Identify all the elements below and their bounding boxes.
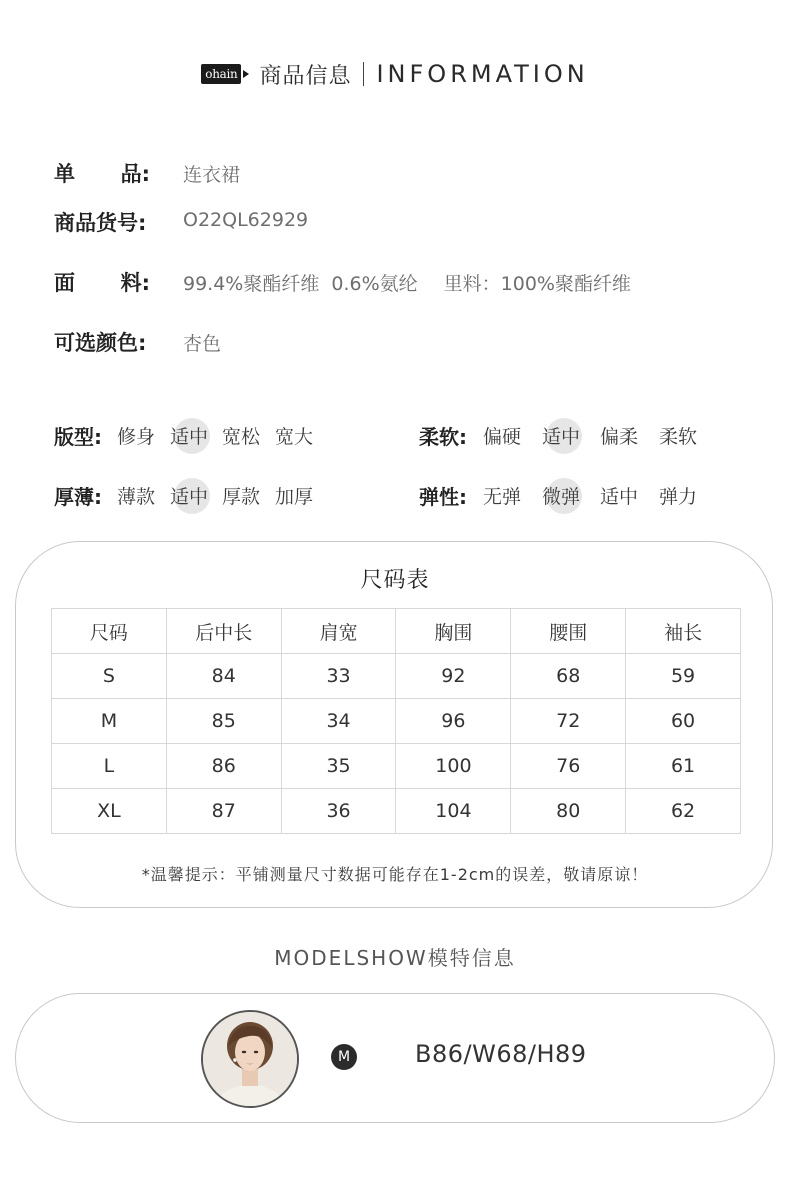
header-title-en: INFORMATION	[376, 60, 589, 88]
table-cell: 86	[166, 744, 281, 789]
fit-option-2: 适中	[170, 426, 209, 448]
size-table	[51, 608, 741, 834]
table-cell: 59	[626, 654, 741, 699]
thickness-option-2: 适中	[170, 486, 209, 508]
softness-label: 柔软:	[419, 425, 467, 449]
table-cell: L	[52, 744, 167, 789]
code-value: O22QL62929	[183, 209, 309, 231]
table-cell: 62	[626, 789, 741, 834]
thickness-label: 厚薄:	[54, 485, 102, 509]
elasticity-option-1: 无弹	[483, 486, 522, 508]
table-cell: S	[52, 654, 167, 699]
modelshow-title: MODELSHOW模特信息	[274, 946, 516, 970]
item-label-char-2: 品:	[120, 162, 150, 186]
table-cell: 92	[396, 654, 511, 699]
table-cell: 104	[396, 789, 511, 834]
thickness-option-1: 薄款	[117, 486, 156, 508]
fabric-main-2: 0.6%氨纶	[331, 273, 418, 295]
size-chart-title: 尺码表	[360, 568, 430, 593]
header-divider	[363, 62, 364, 86]
play-triangle-icon	[243, 70, 249, 78]
size-table-header: 袖长	[626, 609, 741, 654]
table-cell: XL	[52, 789, 167, 834]
table-row	[52, 699, 741, 744]
fabric-label	[54, 267, 164, 297]
measurement-tip: *温馨提示：平铺测量尺寸数据可能存在1-2cm的误差，敬请原谅！	[141, 865, 649, 884]
elasticity-option-4: 弹力	[659, 486, 698, 508]
size-table-header: 后中长	[166, 609, 281, 654]
table-cell: 84	[166, 654, 281, 699]
table-cell: 33	[281, 654, 396, 699]
header-title-cn: 商品信息	[259, 63, 352, 89]
fit-option-3: 宽松	[222, 426, 261, 448]
softness-option-3: 偏柔	[600, 426, 639, 448]
size-table-header: 胸围	[396, 609, 511, 654]
code-label: 商品货号:	[54, 211, 147, 235]
thickness-option-3: 厚款	[222, 486, 261, 508]
elasticity-label: 弹性:	[419, 485, 467, 509]
table-cell: 76	[511, 744, 626, 789]
item-value: 连衣裙	[183, 164, 241, 186]
table-row	[52, 744, 741, 789]
table-cell: 35	[281, 744, 396, 789]
table-cell: 34	[281, 699, 396, 744]
model-card	[15, 993, 775, 1123]
softness-option-2: 适中	[542, 426, 581, 448]
size-table-header: 腰围	[511, 609, 626, 654]
brand-logo-text: ohain	[201, 64, 241, 84]
elasticity-option-2: 微弹	[542, 486, 581, 508]
model-portrait-icon	[203, 1012, 297, 1106]
table-cell: 60	[626, 699, 741, 744]
fabric-value	[183, 269, 631, 296]
table-row	[52, 789, 741, 834]
size-table-header: 尺码	[52, 609, 167, 654]
elasticity-option-3: 适中	[600, 486, 639, 508]
table-cell: 72	[511, 699, 626, 744]
fit-label: 版型:	[54, 425, 102, 449]
color-label: 可选颜色:	[54, 331, 147, 355]
fabric-label-char-2: 料:	[120, 271, 150, 295]
item-label	[54, 158, 164, 188]
table-row	[52, 654, 741, 699]
table-cell: 85	[166, 699, 281, 744]
thickness-option-4: 加厚	[275, 486, 314, 508]
brand-logo	[201, 64, 249, 84]
softness-option-1: 偏硬	[483, 426, 522, 448]
table-cell: M	[52, 699, 167, 744]
table-cell: 36	[281, 789, 396, 834]
table-cell: 96	[396, 699, 511, 744]
size-table-header-row	[52, 609, 741, 654]
table-cell: 61	[626, 744, 741, 789]
size-table-header: 肩宽	[281, 609, 396, 654]
fabric-label-char-1: 面	[54, 271, 75, 295]
fabric-main-1: 99.4%聚酯纤维	[183, 273, 320, 295]
table-cell: 100	[396, 744, 511, 789]
model-size-badge: M	[331, 1044, 357, 1070]
table-cell: 87	[166, 789, 281, 834]
fabric-lining: 里料：100%聚酯纤维	[443, 273, 631, 295]
page-header	[0, 55, 790, 93]
item-label-char-1: 单	[54, 162, 75, 186]
fit-option-1: 修身	[117, 426, 156, 448]
model-measurements: B86/W68/H89	[415, 1040, 587, 1068]
softness-option-4: 柔软	[659, 426, 698, 448]
table-cell: 80	[511, 789, 626, 834]
model-avatar	[201, 1010, 299, 1108]
color-value: 杏色	[183, 333, 222, 355]
fit-option-4: 宽大	[275, 426, 314, 448]
table-cell: 68	[511, 654, 626, 699]
